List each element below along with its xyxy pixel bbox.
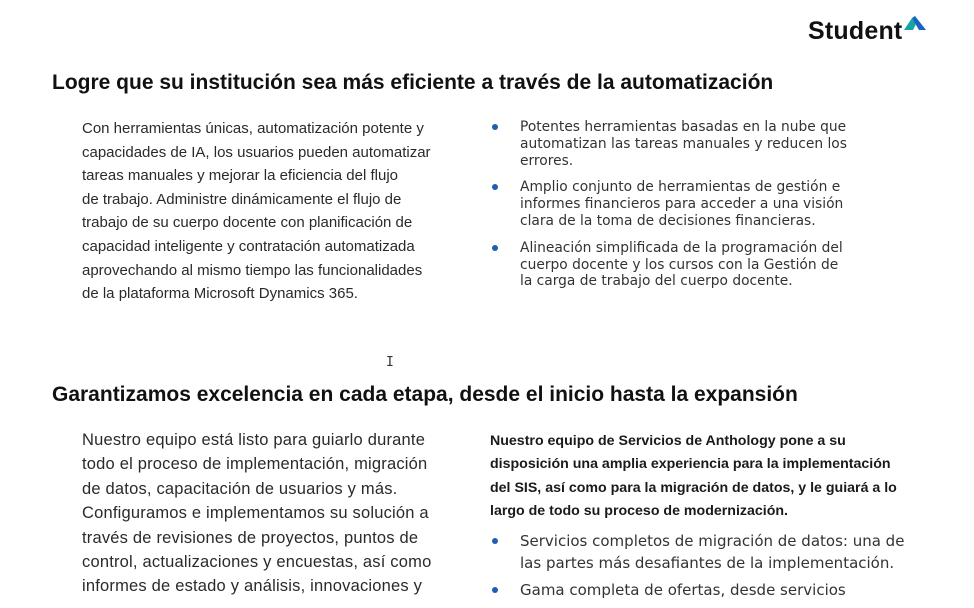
bullet-dot-icon bbox=[492, 587, 498, 593]
list-item-line: clara de la toma de decisiones financieras. bbox=[520, 212, 816, 229]
paragraph-line: de la plataforma Microsoft Dynamics 365. bbox=[82, 285, 358, 303]
paragraph-line: Con herramientas únicas, automatización potente y bbox=[82, 120, 424, 137]
paragraph-line: tareas manuales y mejorar la eficiencia del flujo bbox=[82, 167, 398, 185]
list-item-line: informes financieros para acceder a una visión bbox=[520, 196, 844, 213]
list-item-line: Servicios completos de migración de datos: una de bbox=[520, 532, 905, 550]
paragraph-line: control, actualizaciones y encuestas, así como bbox=[82, 553, 432, 572]
automation-paragraph bbox=[82, 117, 431, 306]
logo-text: Student bbox=[808, 17, 903, 45]
bold-line: disposición una amplia experiencia para la implementación bbox=[490, 456, 891, 473]
anthology-services-intro bbox=[490, 430, 897, 524]
automation-bullet-list bbox=[490, 119, 847, 300]
bullet-dot-icon bbox=[492, 184, 498, 190]
student-logo bbox=[808, 16, 926, 46]
paragraph-line: Configuramos e implementamos su solución a bbox=[82, 504, 429, 523]
services-bullet-list bbox=[490, 531, 904, 608]
bullet-dot-icon bbox=[492, 245, 498, 251]
paragraph-line: informes de estado y análisis, innovaciones y bbox=[82, 577, 423, 596]
paragraph-line: través de revisiones de proyectos, puntos de bbox=[82, 528, 419, 547]
paragraph-line: de trabajo. Administre dinámicamente el flujo de bbox=[82, 190, 402, 208]
paragraph-line: Nuestro equipo está listo para guiarlo durante bbox=[82, 431, 426, 449]
paragraph-line: todo el proceso de implementación, migración bbox=[82, 455, 428, 474]
paragraph-line: capacidad inteligente y contratación automatizada bbox=[82, 237, 415, 255]
paragraph-line: de datos, capacitación de usuarios y más. bbox=[82, 479, 398, 498]
list-item-line: cuerpo docente y los cursos con la Gestión de bbox=[520, 256, 839, 273]
list-item-line: Potentes herramientas basadas en la nube que bbox=[520, 119, 847, 135]
section-heading-excellence: Garantizamos excelencia en cada etapa, desde el inicio hasta la expansión bbox=[52, 383, 798, 406]
bold-line: largo de todo su proceso de modernización. bbox=[490, 503, 788, 520]
paragraph-line: aprovechando al mismo tiempo las funcionalidades bbox=[82, 261, 423, 279]
list-item-line: errores. bbox=[520, 152, 574, 169]
list-item-line: la carga de trabajo del cuerpo docente. bbox=[520, 273, 793, 290]
section-heading-automation: Logre que su institución sea más eficiente a través de la automatización bbox=[52, 71, 774, 94]
list-item-line: Amplio conjunto de herramientas de gestión e bbox=[520, 179, 841, 196]
list-item bbox=[490, 531, 904, 574]
text-cursor-icon: I bbox=[386, 355, 394, 370]
list-item-line: Alineación simplificada de la programación del bbox=[520, 239, 843, 256]
list-item bbox=[490, 119, 847, 169]
implementation-paragraph bbox=[82, 428, 431, 599]
paragraph-line: trabajo de su cuerpo docente con planificación de bbox=[82, 214, 413, 232]
paragraph-line: capacidades de IA, los usuarios pueden automatizar bbox=[82, 143, 431, 161]
list-item bbox=[490, 580, 904, 602]
bullet-dot-icon bbox=[492, 538, 498, 544]
list-item-line: automatizan las tareas manuales y reducen los bbox=[520, 135, 847, 152]
list-item-line: las partes más desafiantes de la implementación. bbox=[520, 553, 895, 572]
list-item bbox=[490, 179, 847, 229]
list-item bbox=[490, 240, 847, 290]
logo-mountain-icon bbox=[904, 16, 926, 30]
bold-line: Nuestro equipo de Servicios de Anthology pone a su bbox=[490, 433, 846, 449]
bullet-dot-icon bbox=[492, 124, 498, 130]
list-item-line: Gama completa de ofertas, desde servicios bbox=[520, 581, 846, 599]
bold-line: del SIS, así como para la migración de datos, y le guiará a lo bbox=[490, 479, 897, 496]
